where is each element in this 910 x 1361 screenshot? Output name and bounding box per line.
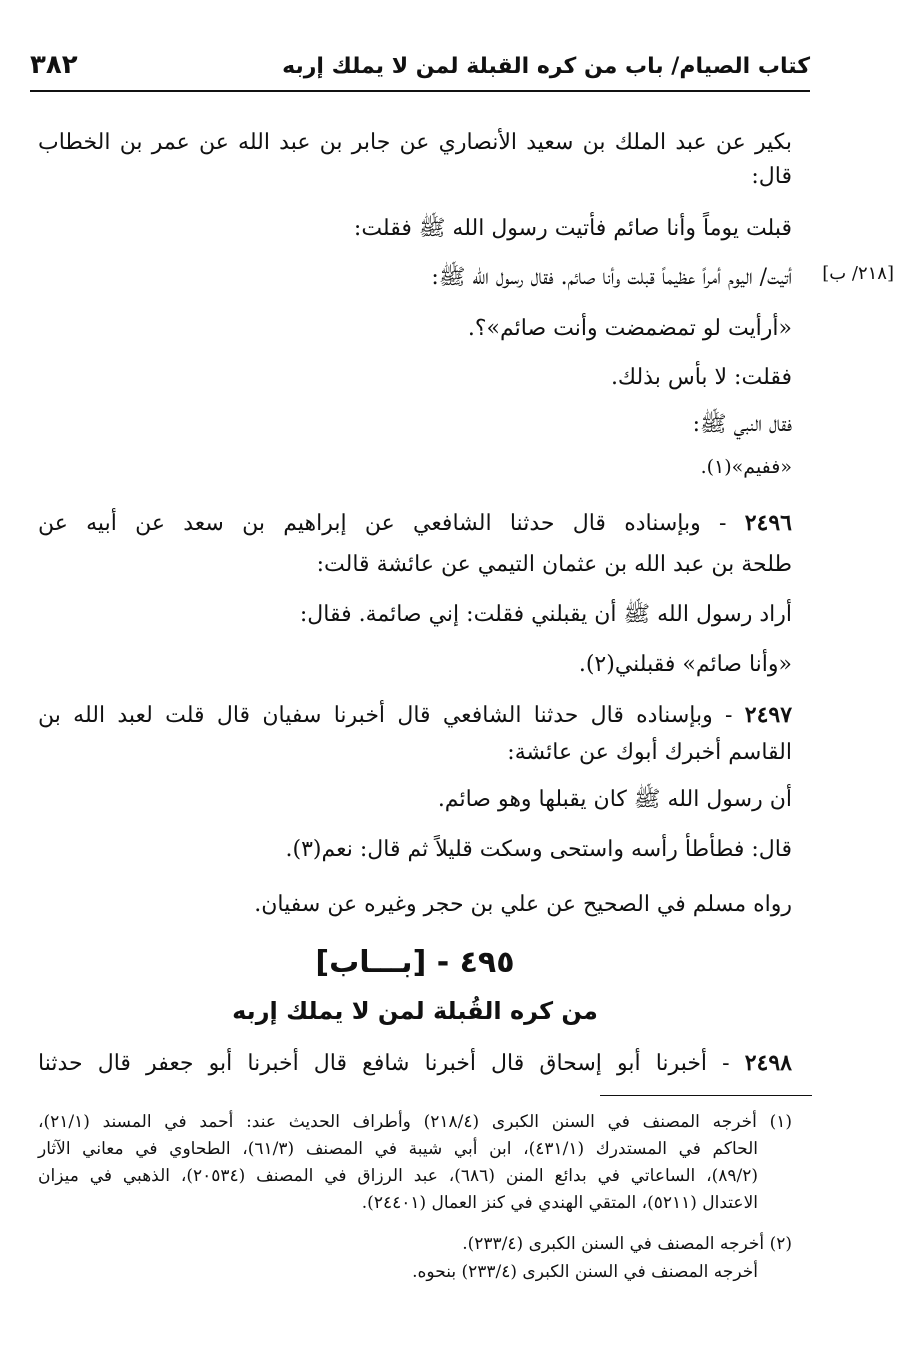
quote-line: «ففيم»(١). xyxy=(700,456,792,478)
text-line: قال: فطأطأ رأسه واستحى وسكت قليلاً ثم قال: نعم(٣). xyxy=(285,837,792,862)
text-line: رواه مسلم في الصحيح عن علي بن حجر وغيره عن سفيان. xyxy=(254,892,792,917)
footnotes xyxy=(38,0,792,1300)
text-line: طلحة بن عبد الله بن عثمان التيمي عن عائشة قالت: xyxy=(316,552,792,577)
manuscript-folio-note: [٢١٨/ ب] xyxy=(822,263,894,284)
chapter-title: من كره القُبلة لمن لا يملك إربه xyxy=(232,997,598,1025)
text-line: أتيت/ اليوم أمراً عظيماً قبلت وأنا صائم. فقال رسول الله ﷺ: xyxy=(431,265,792,290)
quote-line: «أرأيت لو تمضمضت وأنت صائم»؟. xyxy=(467,316,792,341)
footnote-1-line: (٨٩/٢)، الساعاتي في بدائع المنن (٦٨٦)، عبد الرزاق في المصنف (٢٠٥٣٤)، الذهبي في ميزان xyxy=(38,1166,758,1186)
footnote-1-line: (١) أخرجه المصنف في السنن الكبرى (٢١٨/٤) وأطراف الحديث عند: أحمد في المسند (٢١/١)، xyxy=(38,1112,792,1132)
footnote-3-line: أخرجه المصنف في السنن الكبرى (٢٣٣/٤) بنحوه. xyxy=(412,1262,758,1282)
text-line: أن رسول الله ﷺ كان يقبلها وهو صائم. xyxy=(437,787,792,812)
hadith-number: ٢٤٩٧ xyxy=(744,702,793,728)
hadith-2498-first-line: ٢٤٩٨ - أخبرنا أبو إسحاق قال أخبرنا شافع قال أخبرنا أبو جعفر قال حدثنا xyxy=(38,1050,792,1076)
text-line: فقلت: لا بأس بذلك. xyxy=(610,365,792,390)
page-number: ٣٨٢ xyxy=(30,50,78,80)
text-line: قبلت يوماً وأنا صائم فأتيت رسول الله ﷺ فقلت: xyxy=(353,216,792,241)
text-line: بكير عن عبد الملك بن سعيد الأنصاري عن جابر بن عبد الله عن عمر بن الخطاب xyxy=(38,130,792,155)
text-line: أراد رسول الله ﷺ أن يقبلني فقلت: إني صائمة. فقال: xyxy=(299,602,792,627)
text-line: فقال النبي ﷺ: xyxy=(692,412,792,437)
footnote-marker: (١) xyxy=(769,1112,792,1132)
text-line: القاسم أخبرك أبوك عن عائشة: xyxy=(507,740,792,765)
text-line: قال: xyxy=(751,164,792,189)
footnote-1-line: الاعتدال (٥٢١١)، المتقي الهندي في كنز العمال (٢٤٤٠١). xyxy=(361,1193,758,1213)
hadith-number: ٢٤٩٨ xyxy=(744,1050,792,1076)
footnote-marker: (٢) xyxy=(769,1234,792,1254)
running-title: كتاب الصيام/ باب من كره القبلة لمن لا يملك إربه xyxy=(282,54,810,79)
footnote-2-line: (٢) أخرجه المصنف في السنن الكبرى (٢٣٣/٤). xyxy=(462,1234,792,1254)
hadith-2497-first-line: ٢٤٩٧ - وبإسناده قال حدثنا الشافعي قال أخبرنا سفيان قال قلت لعبد الله بن xyxy=(38,702,793,728)
quote-line: «وأنا صائم» فقبلني(٢). xyxy=(578,652,792,677)
hadith-number: ٢٤٩٦ xyxy=(744,510,792,536)
footnote-1-line: الحاكم في المستدرك (٤٣١/١)، ابن أبي شيبة في المصنف (٦١/٣)، الطحاوي في معاني الآثار xyxy=(38,1139,759,1159)
chapter-number: ٤٩٥ - [بـــاب] xyxy=(315,945,515,980)
hadith-2496-first-line: ٢٤٩٦ - وبإسناده قال حدثنا الشافعي عن إبراهيم بن سعد عن أبيه عن xyxy=(38,510,792,536)
